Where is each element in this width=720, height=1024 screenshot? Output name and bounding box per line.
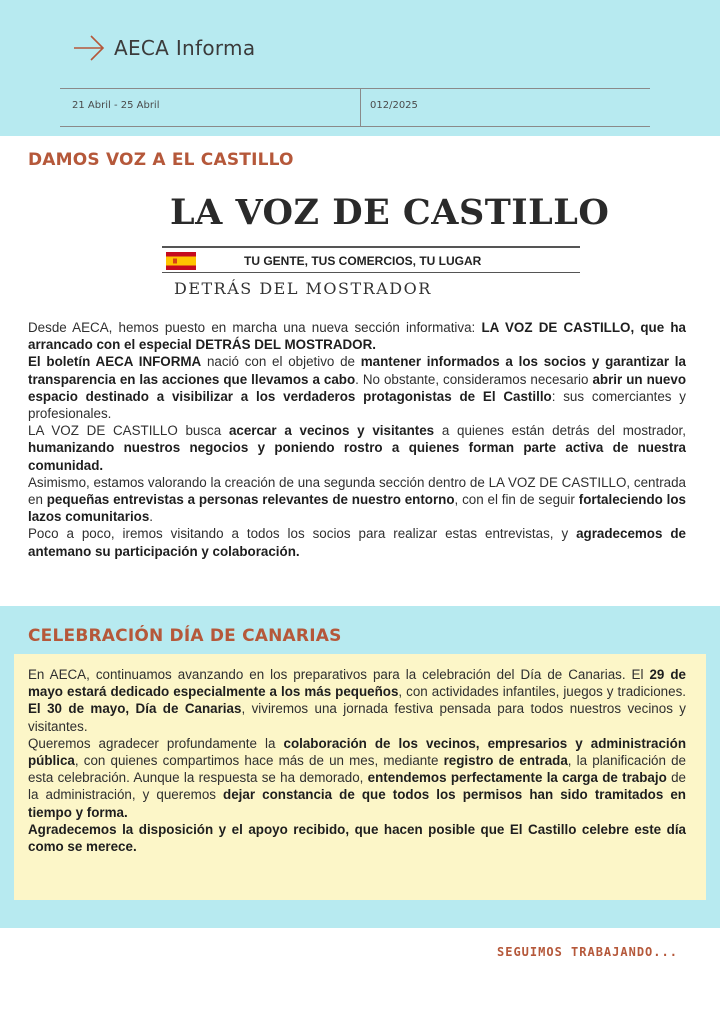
issue-number: 012/2025 [370, 100, 418, 111]
brand [72, 30, 255, 66]
bold-text: LA VOZ DE CASTILLO, que ha arrancado con el especial DETRÁS DEL MOSTRADOR. [28, 320, 686, 353]
spain-flag-icon [166, 252, 196, 270]
masthead-logo [160, 190, 610, 305]
arrow-right-icon [72, 33, 106, 63]
bold-text: colaboración de los vecinos, empresarios y administración pública [28, 735, 687, 769]
text-run: LA VOZ DE CASTILLO busca [28, 423, 229, 439]
bold-text: El boletín AECA INFORMA [28, 354, 202, 370]
bold-text: dejar constancia de que todos los permisos han sido tramitados en tiempo y forma. [28, 787, 686, 820]
masthead-subtitle: DETRÁS DEL MOSTRADOR [174, 279, 432, 298]
text-run: Desde AECA, hemos puesto en marcha una nueva sección informativa: [28, 320, 482, 335]
bold-text: fortaleciendo los lazos comunitarios [28, 492, 686, 525]
bold-text: Agradecemos la disposición y el apoyo recibido, que hacen posible que El Castillo celebre este día como se merece. [28, 821, 686, 855]
paragraph [28, 821, 686, 855]
header-divider-bottom [60, 126, 650, 127]
paragraph [28, 525, 686, 559]
text-run: Queremos agradecer profundamente la [28, 735, 284, 751]
section-voz-body [28, 319, 686, 560]
text-run: a quienes están detrás del mostrador, [434, 423, 686, 439]
bold-text: El 30 de mayo, Día de Canarias [28, 701, 242, 717]
bold-text: mantener informados a los socios y garantizar la transparencia en las acciones que llevamos a cabo [28, 354, 686, 387]
section-canarias-body [28, 666, 686, 855]
text-run: Poco a poco, iremos visitando a todos los socios para realizar estas entrevistas, y [28, 526, 577, 542]
bold-text: acercar a vecinos y visitantes [228, 423, 435, 439]
header-divider-vertical [360, 88, 361, 126]
text-run: : sus comerciantes y profesionales. [28, 388, 686, 422]
text-run: , con el fin de seguir [454, 492, 579, 508]
paragraph [28, 422, 686, 474]
bold-text: pequeñas entrevistas a personas relevantes de nuestro entorno [46, 492, 455, 508]
paragraph [28, 353, 686, 422]
text-run: En AECA, continuamos avanzando en los preparativos para la celebración del Día de Canarias. El [28, 667, 650, 682]
text-run: , la planificación de esta celebración. Aunque la respuesta se ha demorado, [28, 753, 686, 786]
newsletter-title: AECA Informa [114, 36, 256, 60]
paragraph [28, 319, 686, 353]
date-range: 21 Abril - 25 Abril [72, 100, 160, 111]
paragraph [28, 735, 686, 821]
section-heading-canarias: CELEBRACIÓN DÍA DE CANARIAS [28, 626, 342, 646]
text-run: de la administración, y queremos [28, 770, 686, 803]
text-run: Asimismo, estamos valorando la creación de una segunda sección dentro de LA VOZ DE CASTILLO, centrada en [28, 474, 686, 508]
bold-text: entendemos perfectamente la carga de trabajo [367, 770, 667, 786]
section-heading-voz: DAMOS VOZ A EL CASTILLO [28, 150, 294, 170]
text-run: nació con el objetivo de [201, 354, 361, 370]
masthead-title: LA VOZ DE CASTILLO [170, 192, 610, 233]
masthead-rule-top [162, 246, 580, 248]
bold-text: humanizando nuestros negocios y poniendo rostro a quienes forman parte activa de nuestra comunidad. [28, 440, 686, 473]
bold-text: agradecemos de antemano su participación y colaboración. [28, 526, 687, 559]
paragraph [28, 666, 686, 735]
bold-text: abrir un nuevo espacio destinado a visibilizar a los verdaderos protagonistas de El Castillo [28, 371, 686, 404]
header-divider-top [60, 88, 650, 89]
masthead-tagline: TU GENTE, TUS COMERCIOS, TU LUGAR [244, 254, 482, 268]
paragraph [28, 474, 686, 526]
header-band [0, 0, 720, 136]
text-run: , con quienes compartimos hace más de un mes, mediante [74, 753, 444, 769]
text-run: . [149, 509, 154, 525]
bold-text: 29 de mayo estará dedicado especialmente a los más pequeños [28, 667, 686, 700]
text-run: , viviremos una jornada festiva pensada para todos nuestros vecinos y visitantes. [28, 701, 687, 734]
bold-text: registro de entrada [443, 753, 568, 769]
text-run: . No obstante, consideramos necesario [355, 371, 593, 387]
text-run: , con actividades infantiles, juegos y tradiciones. [398, 684, 686, 700]
footer-note: SEGUIMOS TRABAJANDO... [497, 945, 678, 959]
masthead-rule-bottom [162, 272, 580, 273]
